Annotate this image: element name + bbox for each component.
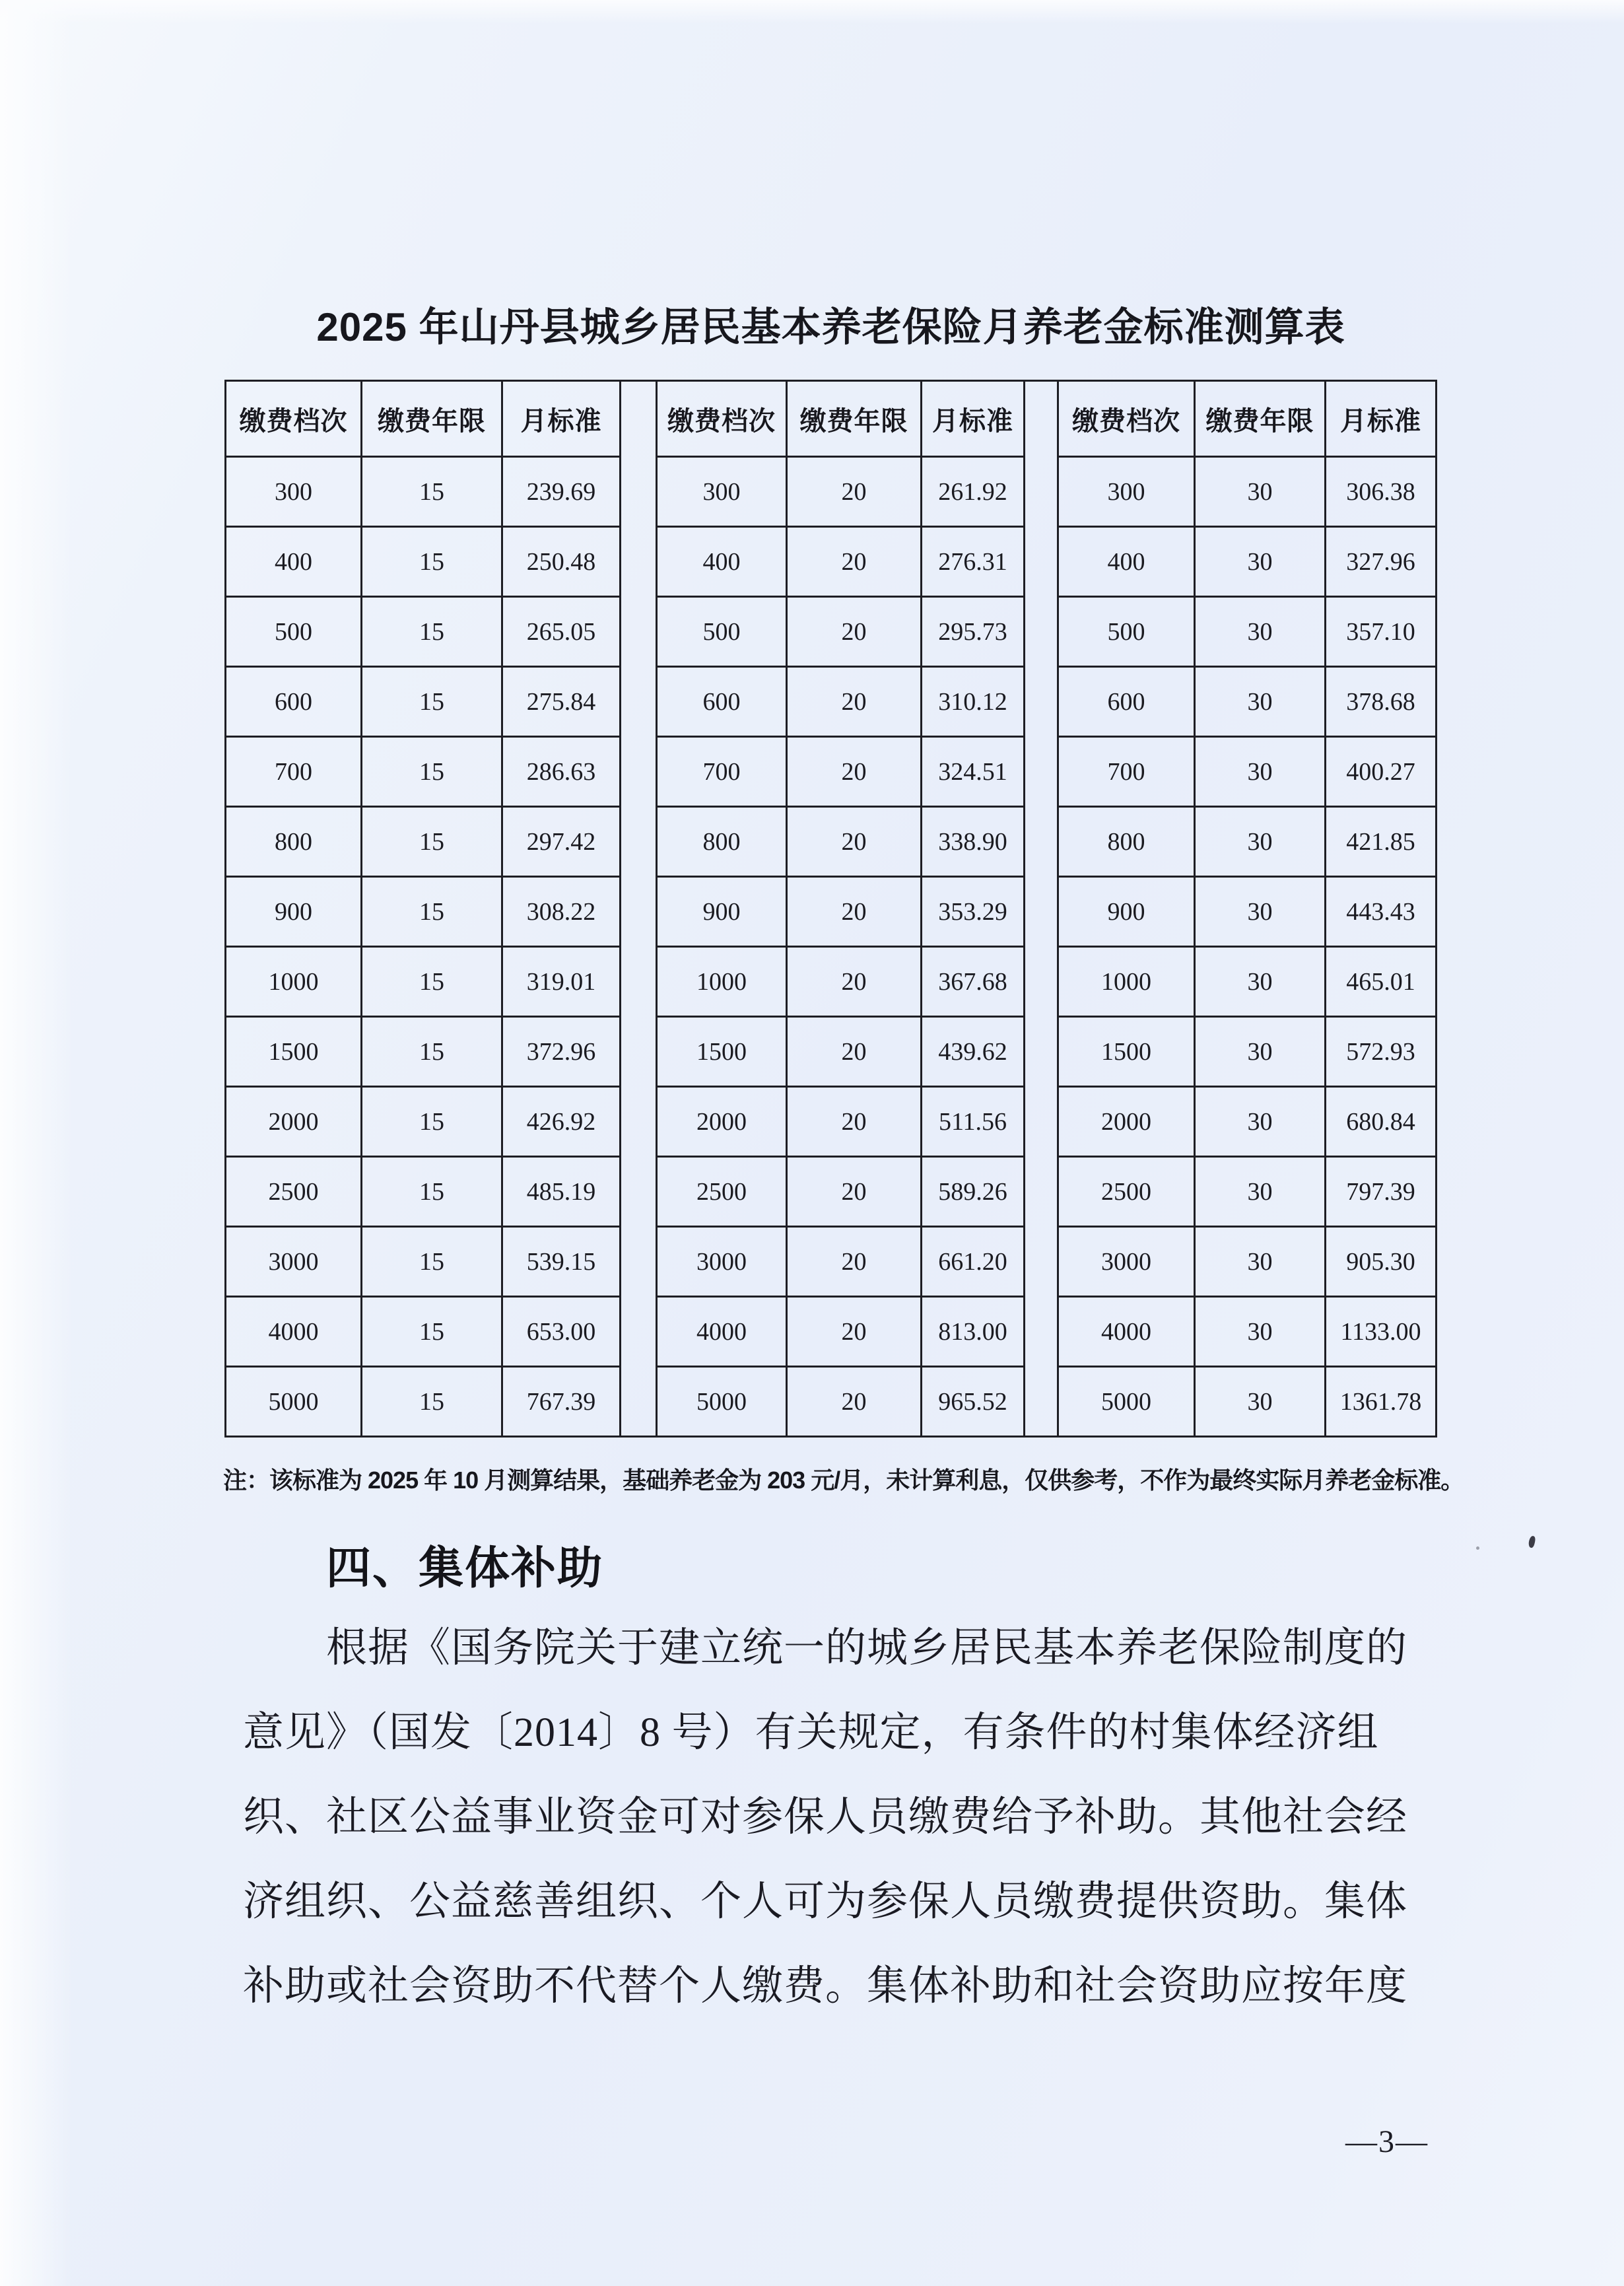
- table-cell: 20: [788, 948, 922, 1018]
- table-cell: 300: [656, 458, 788, 528]
- table-cell: 500: [1057, 598, 1196, 668]
- table-cell: 3000: [656, 1228, 788, 1298]
- table-cell: 30: [1196, 948, 1326, 1018]
- table-cell: 275.84: [503, 668, 621, 738]
- table-cell: 20: [788, 1228, 922, 1298]
- table-spacer: [1025, 878, 1057, 948]
- table-cell: 20: [788, 878, 922, 948]
- table-cell: 511.56: [922, 1088, 1025, 1158]
- table-spacer: [621, 878, 656, 948]
- table-cell: 5000: [656, 1368, 788, 1437]
- table-cell: 4000: [224, 1298, 362, 1368]
- table-cell: 485.19: [503, 1158, 621, 1228]
- table-cell: 400.27: [1326, 738, 1437, 808]
- table-header-cell: 缴费档次: [1057, 382, 1196, 458]
- table-cell: 2500: [656, 1158, 788, 1228]
- table-cell: 367.68: [922, 948, 1025, 1018]
- table-cell: 4000: [1057, 1298, 1196, 1368]
- table-cell: 250.48: [503, 528, 621, 598]
- table-cell: 800: [224, 808, 362, 878]
- table-spacer: [621, 382, 656, 458]
- table-cell: 465.01: [1326, 948, 1437, 1018]
- paragraph-line: 济组织、公益慈善组织、个人可为参保人员缴费提供资助。集体: [243, 1879, 1408, 1924]
- table-cell: 800: [656, 808, 788, 878]
- table-cell: 905.30: [1326, 1228, 1437, 1298]
- table-cell: 767.39: [503, 1368, 621, 1437]
- table-cell: 286.63: [503, 738, 621, 808]
- table-cell: 15: [362, 808, 503, 878]
- table-cell: 572.93: [1326, 1018, 1437, 1088]
- table-spacer: [621, 458, 656, 528]
- paragraph-line: 织、社区公益事业资金可对参保人员缴费给予补助。其他社会经: [243, 1795, 1408, 1840]
- table-cell: 20: [788, 598, 922, 668]
- page-number: —3—: [1345, 2124, 1429, 2159]
- table-cell: 300: [1057, 458, 1196, 528]
- table-spacer: [1025, 1228, 1057, 1298]
- table-cell: 539.15: [503, 1228, 621, 1298]
- table-cell: 15: [362, 1298, 503, 1368]
- table-cell: 589.26: [922, 1158, 1025, 1228]
- table-cell: 15: [362, 948, 503, 1018]
- table-cell: 1500: [656, 1018, 788, 1088]
- table-cell: 30: [1196, 738, 1326, 808]
- table-cell: 15: [362, 668, 503, 738]
- table-spacer: [1025, 1368, 1057, 1437]
- table-cell: 15: [362, 458, 503, 528]
- table-cell: 965.52: [922, 1368, 1025, 1437]
- table-cell: 15: [362, 1228, 503, 1298]
- table-spacer: [1025, 808, 1057, 878]
- table-cell: 30: [1196, 528, 1326, 598]
- table-cell: 600: [224, 668, 362, 738]
- table-spacer: [621, 1298, 656, 1368]
- table-cell: 15: [362, 528, 503, 598]
- table-cell: 653.00: [503, 1298, 621, 1368]
- table-spacer: [621, 598, 656, 668]
- table-cell: 4000: [656, 1298, 788, 1368]
- table-cell: 20: [788, 1158, 922, 1228]
- table-spacer: [621, 1228, 656, 1298]
- table-spacer: [1025, 738, 1057, 808]
- table-cell: 295.73: [922, 598, 1025, 668]
- table-cell: 276.31: [922, 528, 1025, 598]
- paper-left-highlight: [0, 0, 73, 2286]
- table-cell: 700: [1057, 738, 1196, 808]
- table-header-cell: 缴费档次: [656, 382, 788, 458]
- paragraph-line: 根据《国务院关于建立统一的城乡居民基本养老保险制度的: [326, 1626, 1408, 1671]
- table-cell: 265.05: [503, 598, 621, 668]
- table-cell: 1361.78: [1326, 1368, 1437, 1437]
- table-cell: 2000: [656, 1088, 788, 1158]
- table-cell: 353.29: [922, 878, 1025, 948]
- table-spacer: [621, 808, 656, 878]
- table-header-cell: 月标准: [922, 382, 1025, 458]
- table-cell: 661.20: [922, 1228, 1025, 1298]
- table-cell: 30: [1196, 1228, 1326, 1298]
- table-cell: 900: [1057, 878, 1196, 948]
- table-cell: 319.01: [503, 948, 621, 1018]
- table-cell: 600: [656, 668, 788, 738]
- table-cell: 2000: [224, 1088, 362, 1158]
- pension-standard-table: [224, 380, 1437, 1437]
- table-cell: 400: [1057, 528, 1196, 598]
- table-cell: 30: [1196, 458, 1326, 528]
- table-cell: 15: [362, 598, 503, 668]
- table-cell: 324.51: [922, 738, 1025, 808]
- table-cell: 30: [1196, 598, 1326, 668]
- table-cell: 15: [362, 1018, 503, 1088]
- table-cell: 20: [788, 1088, 922, 1158]
- table-cell: 239.69: [503, 458, 621, 528]
- table-cell: 300: [224, 458, 362, 528]
- table-cell: 2500: [224, 1158, 362, 1228]
- table-spacer: [1025, 668, 1057, 738]
- table-cell: 1500: [224, 1018, 362, 1088]
- table-cell: 15: [362, 1158, 503, 1228]
- section-heading: 四、集体补助: [326, 1543, 604, 1593]
- table-spacer: [1025, 1298, 1057, 1368]
- paper-top-highlight: [0, 0, 1624, 24]
- table-header-cell: 缴费年限: [788, 382, 922, 458]
- table-cell: 20: [788, 1018, 922, 1088]
- scan-speck: [1528, 1535, 1536, 1548]
- table-cell: 426.92: [503, 1088, 621, 1158]
- table-cell: 15: [362, 878, 503, 948]
- table-spacer: [1025, 458, 1057, 528]
- table-cell: 5000: [224, 1368, 362, 1437]
- table-cell: 3000: [1057, 1228, 1196, 1298]
- table-cell: 20: [788, 528, 922, 598]
- table-cell: 2500: [1057, 1158, 1196, 1228]
- table-cell: 261.92: [922, 458, 1025, 528]
- table-spacer: [621, 1088, 656, 1158]
- table-cell: 1000: [1057, 948, 1196, 1018]
- table-cell: 338.90: [922, 808, 1025, 878]
- table-cell: 797.39: [1326, 1158, 1437, 1228]
- table-cell: 5000: [1057, 1368, 1196, 1437]
- table-cell: 700: [224, 738, 362, 808]
- table-spacer: [621, 738, 656, 808]
- table-cell: 306.38: [1326, 458, 1437, 528]
- table-cell: 1500: [1057, 1018, 1196, 1088]
- table-cell: 30: [1196, 1158, 1326, 1228]
- table-cell: 421.85: [1326, 808, 1437, 878]
- table-cell: 900: [224, 878, 362, 948]
- table-cell: 30: [1196, 1088, 1326, 1158]
- table-cell: 900: [656, 878, 788, 948]
- table-cell: 3000: [224, 1228, 362, 1298]
- table-spacer: [621, 948, 656, 1018]
- table-header-cell: 月标准: [1326, 382, 1437, 458]
- table-cell: 20: [788, 458, 922, 528]
- table-header-cell: 缴费年限: [362, 382, 503, 458]
- table-cell: 400: [656, 528, 788, 598]
- table-spacer: [1025, 382, 1057, 458]
- table-cell: 439.62: [922, 1018, 1025, 1088]
- table-cell: 500: [656, 598, 788, 668]
- note-text: 注：该标准为 2025 年 10 月测算结果，基础养老金为 203 元/月，未计算利息，仅供参考，不作为最终实际月养老金标准。: [223, 1467, 1464, 1494]
- table-cell: 20: [788, 808, 922, 878]
- table-cell: 310.12: [922, 668, 1025, 738]
- table-spacer: [621, 668, 656, 738]
- paragraph-line: 意见》（国发〔2014〕8 号）有关规定，有条件的村集体经济组: [243, 1710, 1379, 1755]
- table-cell: 20: [788, 738, 922, 808]
- table-spacer: [1025, 948, 1057, 1018]
- table-cell: 357.10: [1326, 598, 1437, 668]
- table-cell: 30: [1196, 1018, 1326, 1088]
- table-cell: 30: [1196, 878, 1326, 948]
- table-cell: 30: [1196, 808, 1326, 878]
- table-spacer: [1025, 1018, 1057, 1088]
- table-cell: 400: [224, 528, 362, 598]
- table-cell: 1133.00: [1326, 1298, 1437, 1368]
- table-spacer: [621, 1018, 656, 1088]
- table-cell: 813.00: [922, 1298, 1025, 1368]
- table-cell: 378.68: [1326, 668, 1437, 738]
- table-cell: 1000: [224, 948, 362, 1018]
- table-spacer: [1025, 598, 1057, 668]
- table-spacer: [621, 1158, 656, 1228]
- table-cell: 20: [788, 1298, 922, 1368]
- table-cell: 30: [1196, 1368, 1326, 1437]
- table-cell: 1000: [656, 948, 788, 1018]
- table-cell: 2000: [1057, 1088, 1196, 1158]
- table-cell: 15: [362, 1368, 503, 1437]
- table-cell: 297.42: [503, 808, 621, 878]
- table-spacer: [621, 528, 656, 598]
- table-cell: 372.96: [503, 1018, 621, 1088]
- paragraph-line: 补助或社会资助不代替个人缴费。集体补助和社会资助应按年度: [243, 1964, 1408, 2009]
- table-header-cell: 缴费档次: [224, 382, 362, 458]
- table-header-cell: 月标准: [503, 382, 621, 458]
- table-cell: 20: [788, 668, 922, 738]
- table-cell: 327.96: [1326, 528, 1437, 598]
- table-cell: 800: [1057, 808, 1196, 878]
- table-cell: 443.43: [1326, 878, 1437, 948]
- table-cell: 30: [1196, 1298, 1326, 1368]
- table-spacer: [1025, 1158, 1057, 1228]
- table-cell: 15: [362, 1088, 503, 1158]
- page-title: 2025 年山丹县城乡居民基本养老保险月养老金标准测算表: [316, 305, 1345, 349]
- table-cell: 600: [1057, 668, 1196, 738]
- table-spacer: [621, 1368, 656, 1437]
- table-cell: 308.22: [503, 878, 621, 948]
- scan-speck: [1476, 1546, 1479, 1550]
- table-cell: 700: [656, 738, 788, 808]
- table-header-cell: 缴费年限: [1196, 382, 1326, 458]
- collective-subsidy-section: [243, 1542, 1471, 2044]
- table-cell: 15: [362, 738, 503, 808]
- table-spacer: [1025, 528, 1057, 598]
- table-spacer: [1025, 1088, 1057, 1158]
- table-cell: 680.84: [1326, 1088, 1437, 1158]
- table-cell: 20: [788, 1368, 922, 1437]
- table-cell: 30: [1196, 668, 1326, 738]
- table-cell: 500: [224, 598, 362, 668]
